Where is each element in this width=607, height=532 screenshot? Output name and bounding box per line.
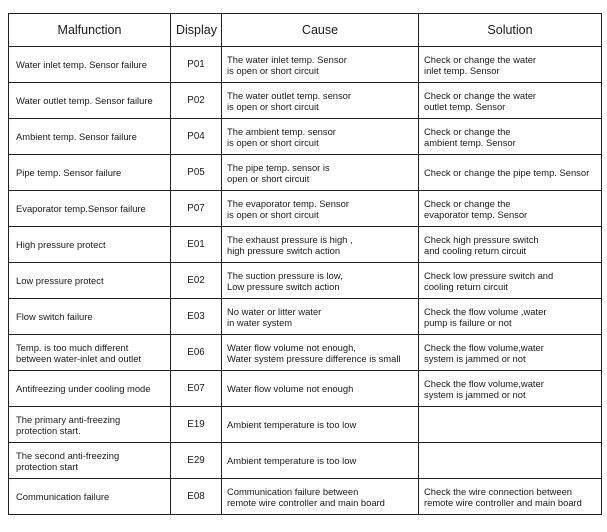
table-row <box>9 191 602 227</box>
header-malfunction: Malfunction <box>9 14 171 47</box>
header-cause: Cause <box>222 14 419 47</box>
display-code-cell: E02 <box>171 263 222 299</box>
table-header-row <box>9 14 602 47</box>
malfunction-cell: Water inlet temp. Sensor failure <box>9 47 171 83</box>
malfunction-cell: Low pressure protect <box>9 263 171 299</box>
display-code-cell: P05 <box>171 155 222 191</box>
malfunction-cell: High pressure protect <box>9 227 171 263</box>
solution-cell: Check the flow volume ,water pump is failure or not <box>419 299 602 335</box>
solution-cell: Check or change the evaporator temp. Sensor <box>419 191 602 227</box>
header-solution: Solution <box>419 14 602 47</box>
solution-cell: Check high pressure switch and cooling return circuit <box>419 227 602 263</box>
cause-cell: The water outlet temp. sensor is open or short circuit <box>222 83 419 119</box>
malfunction-cell: Communication failure <box>9 479 171 515</box>
malfunction-cell: Ambient temp. Sensor failure <box>9 119 171 155</box>
malfunction-cell: Water outlet temp. Sensor failure <box>9 83 171 119</box>
display-code-cell: P01 <box>171 47 222 83</box>
malfunction-cell: Temp. is too much different between water-inlet and outlet <box>9 335 171 371</box>
table-row <box>9 83 602 119</box>
malfunction-table <box>8 13 602 515</box>
table-row <box>9 299 602 335</box>
cause-cell: Communication failure between remote wire controller and main board <box>222 479 419 515</box>
malfunction-cell: The primary anti-freezing protection start. <box>9 407 171 443</box>
table-row <box>9 155 602 191</box>
cause-cell: Water flow volume not enough <box>222 371 419 407</box>
table-row <box>9 407 602 443</box>
cause-cell: Water flow volume not enough, Water system pressure difference is small <box>222 335 419 371</box>
cause-cell: The water inlet temp. Sensor is open or short circuit <box>222 47 419 83</box>
malfunction-cell: Antifreezing under cooling mode <box>9 371 171 407</box>
malfunction-cell: The second anti-freezing protection start <box>9 443 171 479</box>
solution-cell: Check or change the water inlet temp. Sensor <box>419 47 602 83</box>
display-code-cell: E07 <box>171 371 222 407</box>
table-row <box>9 263 602 299</box>
display-code-cell: P07 <box>171 191 222 227</box>
cause-cell: The suction pressure is low, Low pressure switch action <box>222 263 419 299</box>
display-code-cell: E29 <box>171 443 222 479</box>
table-row <box>9 371 602 407</box>
cause-cell: The ambient temp. sensor is open or short circuit <box>222 119 419 155</box>
solution-cell: Check the flow volume,water system is jammed or not <box>419 371 602 407</box>
solution-cell: Check the flow volume,water system is jammed or not <box>419 335 602 371</box>
display-code-cell: P04 <box>171 119 222 155</box>
malfunction-cell: Flow switch failure <box>9 299 171 335</box>
cause-cell: Ambient temperature is too low <box>222 407 419 443</box>
malfunction-cell: Pipe temp. Sensor failure <box>9 155 171 191</box>
solution-cell: Check the wire connection between remote wire controller and main board <box>419 479 602 515</box>
solution-cell: Check or change the water outlet temp. Sensor <box>419 83 602 119</box>
table-row <box>9 479 602 515</box>
solution-cell <box>419 407 602 443</box>
display-code-cell: E01 <box>171 227 222 263</box>
table-row <box>9 119 602 155</box>
cause-cell: The pipe temp. sensor is open or short circuit <box>222 155 419 191</box>
solution-cell: Check low pressure switch and cooling return circuit <box>419 263 602 299</box>
solution-cell: Check or change the ambient temp. Sensor <box>419 119 602 155</box>
malfunction-cell: Evaporator temp.Sensor failure <box>9 191 171 227</box>
table-row <box>9 443 602 479</box>
display-code-cell: P02 <box>171 83 222 119</box>
table-row <box>9 47 602 83</box>
display-code-cell: E06 <box>171 335 222 371</box>
solution-cell <box>419 443 602 479</box>
cause-cell: The evaporator temp. Sensor is open or short circuit <box>222 191 419 227</box>
table-row <box>9 227 602 263</box>
table-row <box>9 335 602 371</box>
display-code-cell: E03 <box>171 299 222 335</box>
display-code-cell: E19 <box>171 407 222 443</box>
header-display: Display <box>171 14 222 47</box>
cause-cell: No water or litter water in water system <box>222 299 419 335</box>
cause-cell: The exhaust pressure is high , high pressure switch action <box>222 227 419 263</box>
solution-cell: Check or change the pipe temp. Sensor <box>419 155 602 191</box>
display-code-cell: E08 <box>171 479 222 515</box>
cause-cell: Ambient temperature is too low <box>222 443 419 479</box>
